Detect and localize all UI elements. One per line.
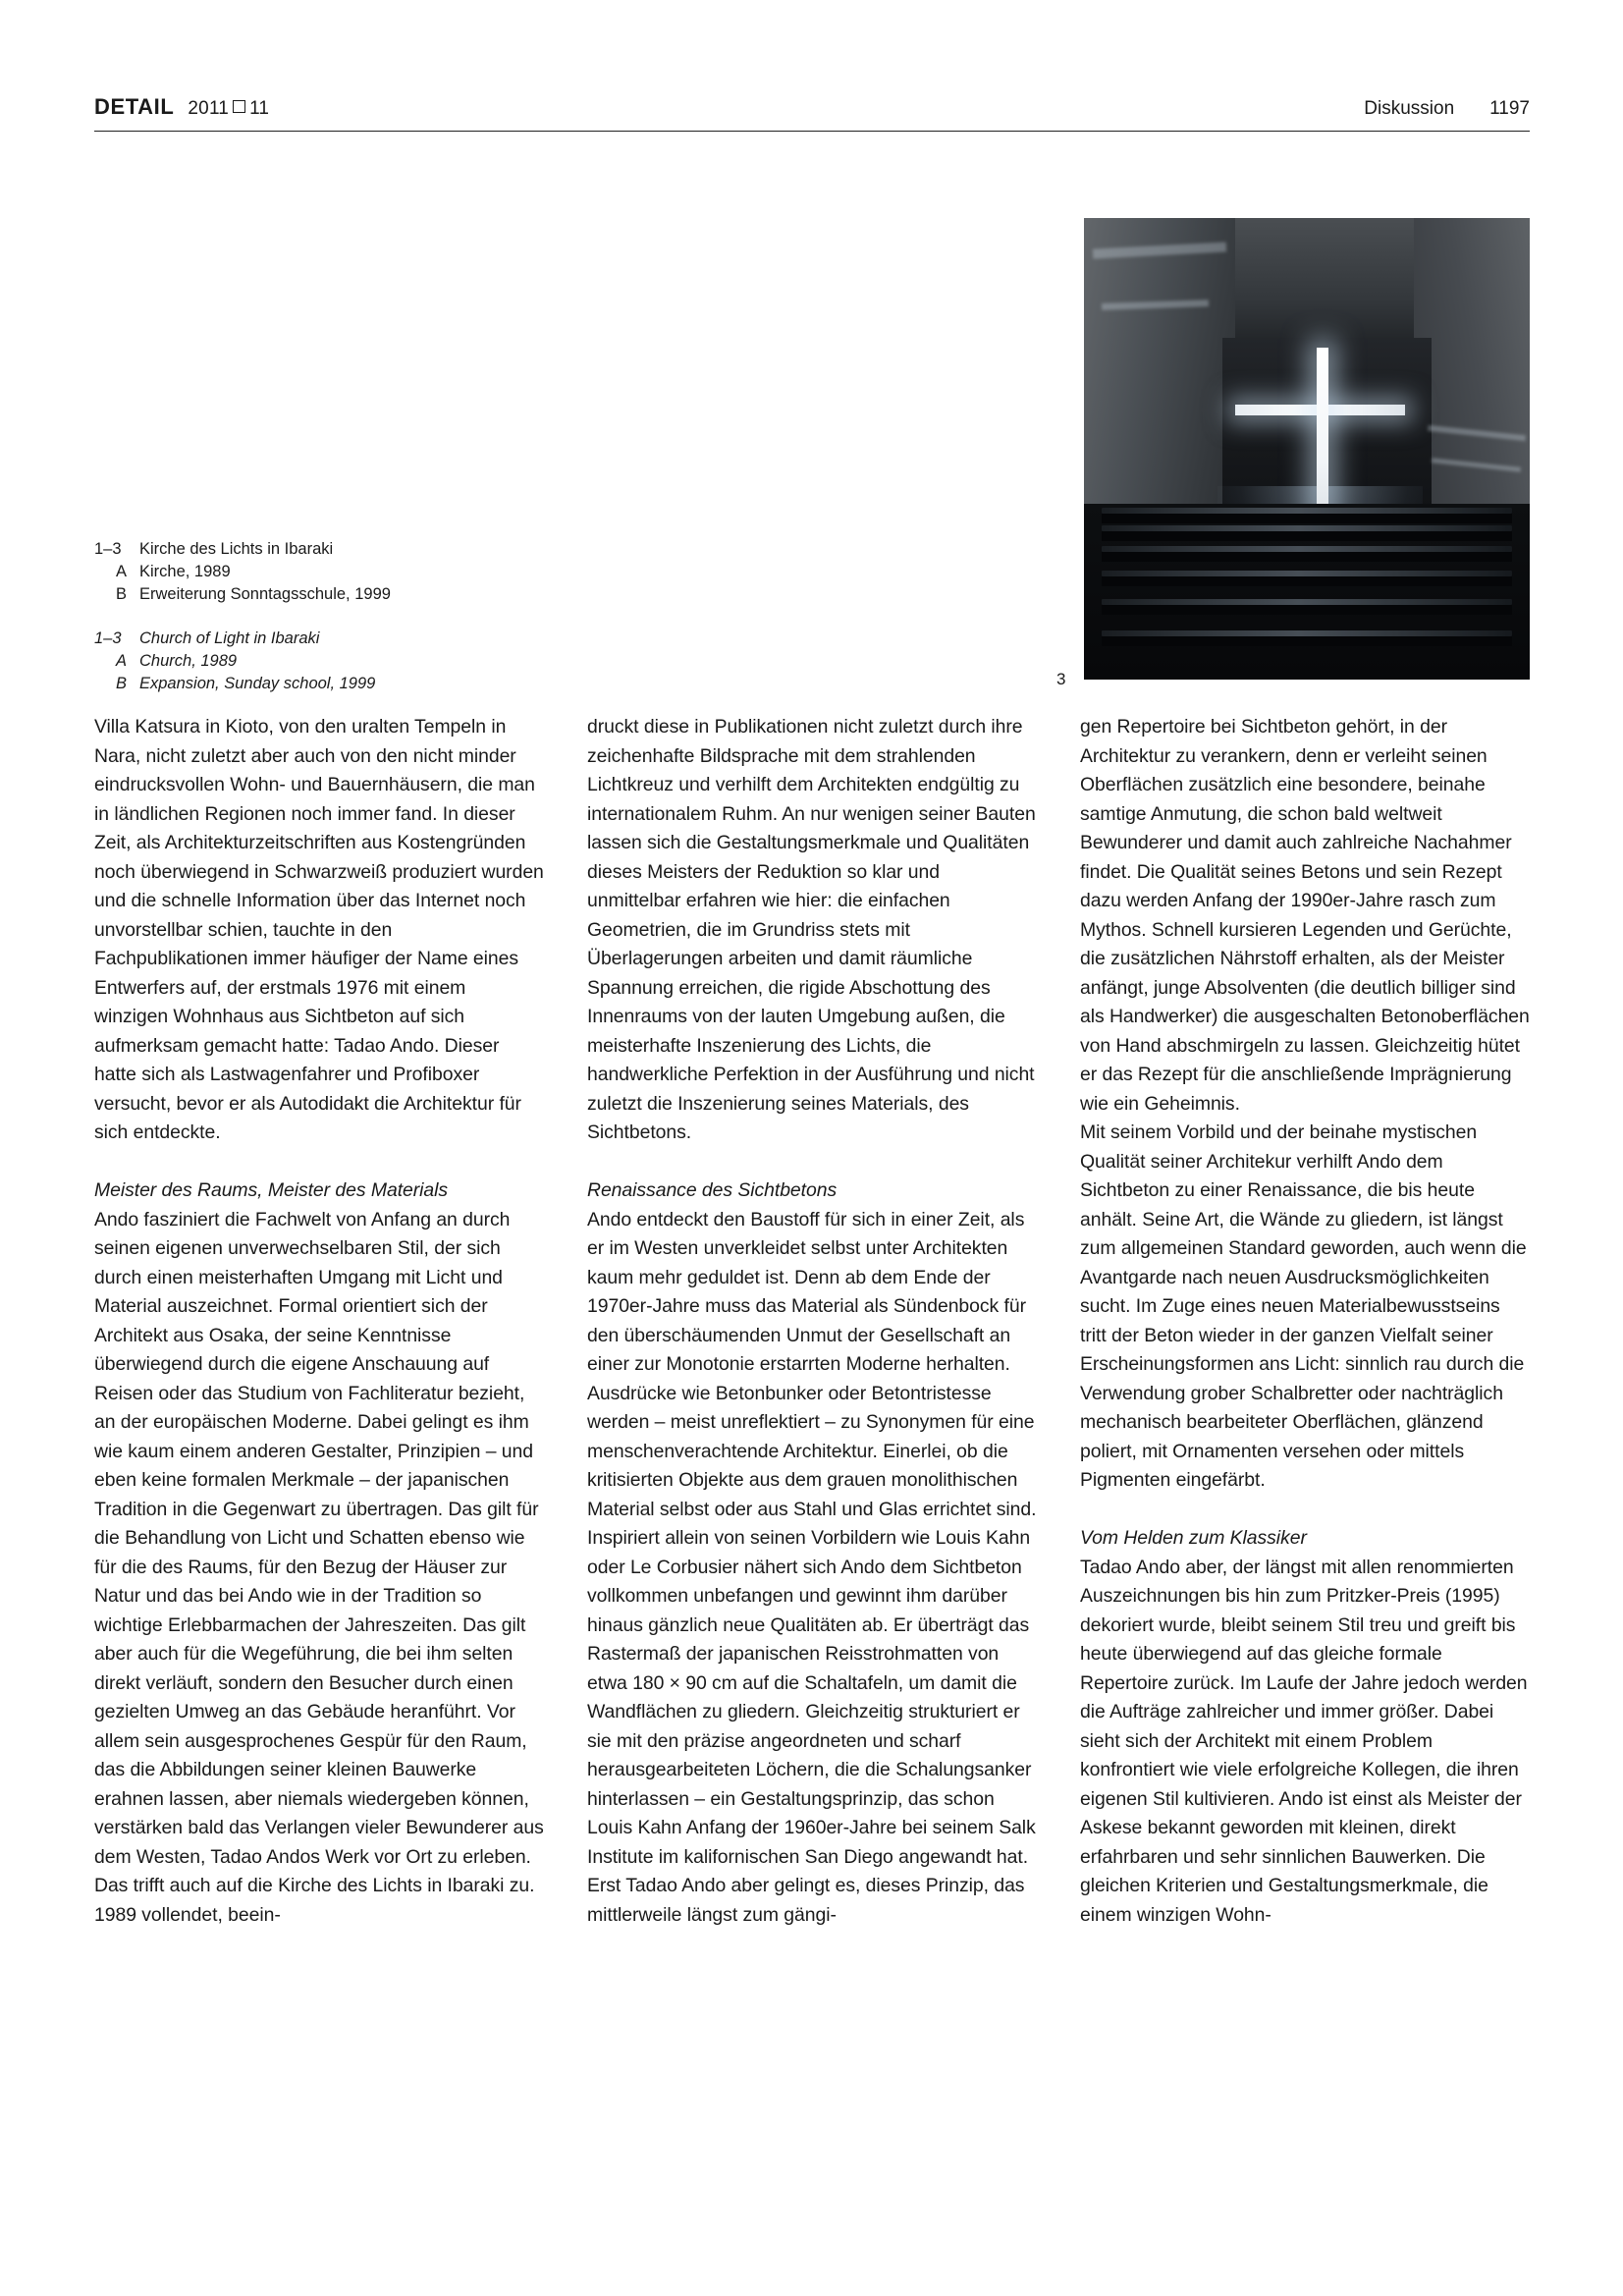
caption-item-text: Expansion, Sunday school, 1999 (139, 675, 376, 692)
issue-designation (188, 98, 269, 120)
caption-english (94, 628, 703, 695)
publication-brand: DETAIL (94, 94, 175, 119)
page-number: 1197 (1489, 98, 1530, 119)
subheading: Meister des Raums, Meister des Materials (94, 1179, 449, 1201)
caption-range-label: 1–3 (94, 540, 122, 558)
issue-number: 11 (249, 98, 270, 119)
square-separator-icon (233, 100, 245, 113)
caption-item-text: Church, 1989 (139, 652, 238, 670)
pew-row (1102, 546, 1512, 552)
paragraph: Villa Katsura in Kioto, von den uralten Tempeln in Nara, nicht zuletzt aber auch von den nicht minder eindrucksvollen Wohn- und Bauernhäusern, die man in ländlichen Regionen noch immer fand. In dieser Zeit, als Architekturzeitschriften aus Kostengründen noch überwiegend in Schwarzweiß produziert wurden und die schnelle Information über das Internet noch unvorstellbar schien, tauchte in den Fachpublikationen immer häufiger der Name eines Entwerfers auf, der erstmals 1976 mit einem winzigen Wohnhaus aus Sichtbeton auf sich aufmerksam gemacht hatte: Tadao Ando. Dieser hatte sich als Lastwagenfahrer und Profiboxer versucht, bevor er als Autodidakt die Architektur für sich entdeckte. (94, 716, 544, 1143)
pew-row (1102, 630, 1512, 636)
caption-item-line (94, 561, 703, 583)
caption-title: Kirche des Lichts in Ibaraki (139, 540, 334, 558)
photo-scene (1084, 218, 1530, 680)
caption-german (94, 538, 703, 606)
pew-row (1102, 571, 1512, 576)
header-left-group (94, 94, 269, 120)
pew-row (1102, 508, 1512, 514)
paragraph: Mit seinem Vorbild und der beinahe mystischen Qualität seiner Architekur verhilft Ando dem Sichtbeton zu einer Renaissance, die bis heute anhält. Seine Art, die Wände zu gliedern, ist längst zum allgemeinen Standard geworden, auch wenn die Avantgarde nach neuen Ausdrucksmöglichkeiten sucht. Im Zuge eines neuen Materialbewusstseins tritt der Beton wieder in der ganzen Vielfalt seiner Erscheinungsformen ans Licht: sinnlich rau durch die Verwendung grober Schalbretter oder nachträglich mechanisch bearbeiteter Oberflächen, glänzend poliert, mit Ornamenten versehen oder mittels Pigmenten eingefärbt. (1080, 1121, 1527, 1491)
paragraph: gen Repertoire bei Sichtbeton gehört, in der Architektur zu verankern, denn er verleiht seinen Oberflächen zusätzlich eine besondere, beinahe samtige Anmutung, die schon bald weltweit Bewunderer und damit auch zahlreiche Nachahmer findet. Die Qualität seines Betons und sein Rezept dazu werden Anfang der 1990er-Jahre rasch zum Mythos. Schnell kursieren Legenden und Gerüchte, die zusätzlichen Nährstoff erhalten, als der Meister anfängt, junge Absolventen (die deutlich billiger sind als Handwerker) die ausgeschalten Betonoberflächen von Hand abschmirgeln zu lassen. Gleichzeitig hütet er das Rezept für die anschließende Imprägnierung wie ein Geheimnis. (1080, 716, 1530, 1115)
caption-item-label: B (116, 675, 128, 692)
caption-range-label: 1–3 (94, 629, 122, 647)
paragraph: Ando fasziniert die Fachwelt von Anfang an durch seinen eigenen unverwechselbaren Stil, der sich durch einen meisterhaften Umgang mit Licht und Material auszeichnet. Formal orientiert sich der Architekt aus Osaka, der seine Kenntnisse überwiegend durch die eigene Anschauung auf Reisen oder das Studium von Fachliteratur bezieht, an der europäischen Moderne. Dabei gelingt es ihm wie kaum einem anderen Gestalter, Prinzipien – und eben keine formalen Merkmale – der japanischen Tradition in die Gegenwart zu übertragen. Das gilt für die Behandlung von Licht und Schatten ebenso wie für die des Raums, für den Bezug der Häuser zur Natur und das bei Ando wie in der Tradition so wichtige Erlebbarmachen der Jahreszeiten. Das gilt aber auch für die Wegeführung, die bei ihm selten direkt verläuft, sondern den Besucher durch einen gezielten Umweg an das Gebäude heranführt. Vor allem sein ausgesprochenes Gespür für den Raum, das die Abbildungen seiner kleinen Bauwerke erahnen lassen, aber niemals wiedergeben können, verstärken bald das Verlangen vieler Bewunderer aus dem Westen, Tadao Andos Werk vor Ort zu erleben. Das trifft auch auf die Kirche des Lichts in Ibaraki zu. 1989 vollendet, beein- (94, 1208, 544, 1926)
caption-title-line (94, 538, 703, 561)
caption-item-label: A (116, 652, 128, 670)
header-rule (94, 131, 1530, 132)
header-right-group (1364, 98, 1530, 120)
caption-title: Church of Light in Ibaraki (139, 629, 320, 647)
running-header (94, 94, 1530, 120)
section-name: Diskussion (1364, 98, 1455, 119)
caption-item-text: Erweiterung Sonntagsschule, 1999 (139, 585, 391, 603)
pew-row (1102, 599, 1512, 605)
figure-number: 3 (1056, 670, 1066, 688)
text-column-3 (1080, 713, 1530, 1930)
text-column-2 (587, 713, 1037, 1930)
text-column-1 (94, 713, 544, 1930)
figure-captions (94, 538, 703, 695)
figure-church-interior-photo (1084, 218, 1530, 680)
subheading: Renaissance des Sichtbetons (587, 1179, 838, 1201)
pew-block (1084, 504, 1530, 680)
issue-year: 2011 (188, 98, 230, 119)
paragraph: druckt diese in Publikationen nicht zuletzt durch ihre zeichenhafte Bildsprache mit dem strahlenden Lichtkreuz und verhilft dem Architekten endgültig zu internationalem Ruhm. An nur wenigen seiner Bauten lassen sich die Gestaltungsmerkmale und Qualitäten dieses Meisters der Reduktion so klar und unmittelbar erfahren wie hier: die einfachen Geometrien, die im Grundriss stets mit Überlagerungen arbeiten und damit räumliche Spannung erreichen, die rigide Abschottung des Innenraums von der lauten Umgebung außen, die meisterhafte Inszenierung des Lichts, die handwerkliche Perfektion in der Ausführung und nicht zuletzt die Inszenierung seines Materials, des Sichtbetons. (587, 716, 1036, 1143)
paragraph: Tadao Ando aber, der längst mit allen renommierten Auszeichnungen bis hin zum Pritzker-Preis (1995) dekoriert wurde, bleibt seinem Stil treu und greift bis heute überwiegend auf das gleiche formale Repertoire zurück. Im Laufe der Jahre jedoch werden die Aufträge zahlreicher und immer größer. Dabei sieht sich der Architekt mit einem Problem konfrontiert wie viele erfolgreiche Kollegen, die ihren eigenen Stil kultivieren. Ando ist einst als Meister der Askese bekannt geworden mit kleinen, direkt erfahrbaren und sehr sinnlichen Bauwerken. Die gleichen Kriterien und Gestaltungsmerkmale, die einem winzigen Wohn- (1080, 1556, 1528, 1926)
paragraph: Ando entdeckt den Baustoff für sich in einer Zeit, als er im Westen unverkleidet selbst unter Architekten kaum mehr geduldet ist. Denn ab dem Ende der 1970er-Jahre muss das Material als Sündenbock für den überschäumenden Unmut der Gesellschaft an einer zur Monotonie erstarrten Moderne herhalten. Ausdrücke wie Betonbunker oder Betontristesse werden – meist unreflektiert – zu Synonymen für eine menschenverachtende Architektur. Einerlei, ob die kritisierten Objekte aus dem grauen monolithischen Material selbst oder aus Stahl und Glas errichtet sind. (587, 1208, 1037, 1520)
caption-item-label: A (116, 563, 128, 580)
caption-item-label: B (116, 585, 128, 603)
caption-item-line (94, 583, 703, 606)
pew-row (1102, 525, 1512, 531)
caption-item-line (94, 650, 703, 673)
subheading: Vom Helden zum Klassiker (1080, 1527, 1307, 1549)
body-columns (94, 713, 1530, 1930)
caption-title-line (94, 628, 703, 650)
paragraph: Inspiriert allein von seinen Vorbildern wie Louis Kahn oder Le Corbusier nähert sich Ando dem Sichtbeton vollkommen unbefangen und gewinnt ihm darüber hinaus gänzlich neue Qualitäten ab. Er überträgt das Rastermaß der japanischen Reisstrohmatten von etwa 180 × 90 cm auf die Schaltafeln, um damit die Wandflächen zu gliedern. Gleichzeitig strukturiert er sie mit den präzise angeordneten und scharf herausgearbeiteten Löchern, die die Schalungsanker hinterlassen – ein Gestaltungsprinzip, das schon Louis Kahn Anfang der 1960er-Jahre bei seinem Salk Institute im kalifornischen San Diego angewandt hat. Erst Tadao Ando aber gelingt es, dieses Prinzip, das mittlerweile längst zum gängi- (587, 1527, 1036, 1926)
caption-item-line (94, 673, 703, 695)
caption-item-text: Kirche, 1989 (139, 563, 231, 580)
